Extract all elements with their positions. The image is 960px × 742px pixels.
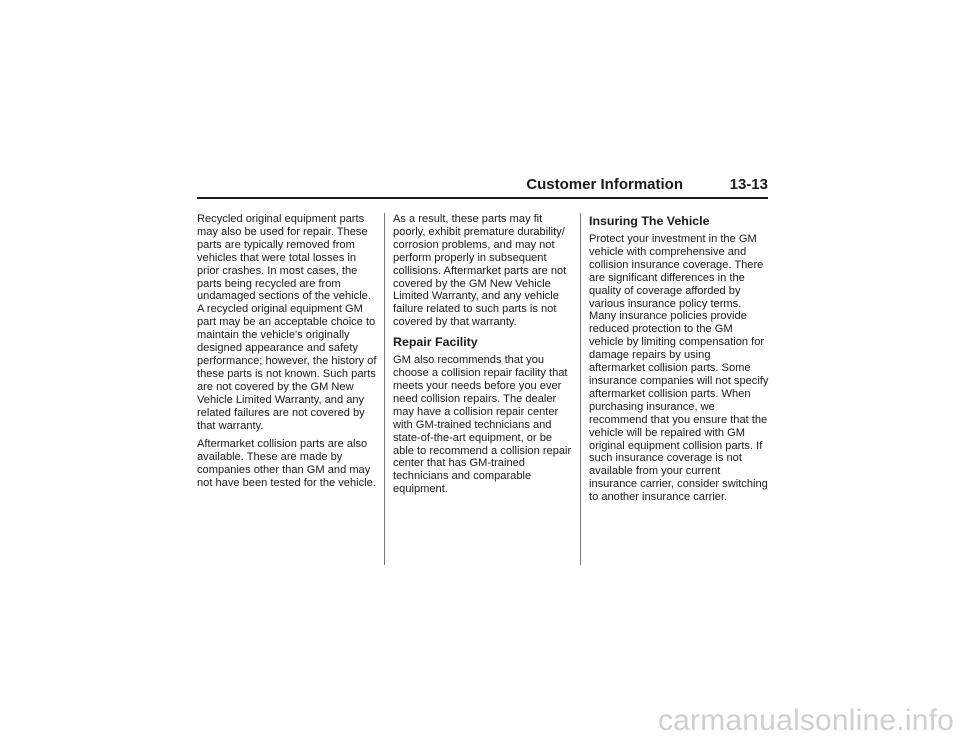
column-divider (580, 213, 581, 565)
page-number: 13-13 (729, 176, 768, 193)
watermark: carmanualsonline.info (657, 704, 954, 737)
column-1 (197, 213, 379, 496)
column-2 (393, 213, 573, 502)
paragraph-recycled-parts: Recycled original equipment parts may also be used for repair. These parts are typically removed from vehicles that were total losses in prior crashes. In most cases, the parts being recycled are from undamaged sections of the vehicle. A recycled original equipment GM part may be an acceptable choice to maintain the vehicle's originally designed appearance and safety performance; however, the history of these parts is not known. Such parts are not covered by the GM New Vehicle Limited Warranty, and any related failures are not covered by that warranty. (197, 213, 377, 432)
column-divider (384, 213, 385, 565)
header-rule (197, 197, 768, 199)
column-3 (589, 214, 769, 510)
paragraph-aftermarket-fit: As a result, these parts may fit poorly, exhibit premature durability/ corrosion problems, and may not perform properly in subsequent collisions. Aftermarket parts are not covered by the GM New Vehicle Limited Warranty, and any vehicle failure related to such parts is not covered by that warranty. (393, 213, 567, 329)
paragraph-insuring-vehicle: Protect your investment in the GM vehicle with comprehensive and collision insurance coverage. There are significant differences in the quality of coverage afforded by various insurance policy terms. Many insurance policies provide reduced protection to the GM vehicle by limiting compensation for damage repairs by using aftermarket collision parts. Some insurance companies will not specify aftermarket collision parts. When purchasing insurance, we recommend that you ensure that the vehicle will be repaired with GM original equipment collision parts. If such insurance coverage is not available from your current insurance carrier, consider switching to another insurance carrier. (589, 233, 769, 504)
page-header (197, 176, 768, 198)
paragraph-repair-facility: GM also recommends that you choose a collision repair facility that meets your needs before you ever need collision repairs. The dealer may have a collision repair center with GM-trained technicians and state-of-the-art equipment, or be able to recommend a collision repair center that has GM-trained technicians and comparable equipment. (393, 354, 572, 496)
paragraph-aftermarket-parts: Aftermarket collision parts are also available. These are made by companies other than GM and may not have been tested for the vehicle. (197, 438, 376, 490)
heading-insuring-vehicle: Insuring The Vehicle (589, 214, 710, 228)
heading-repair-facility: Repair Facility (393, 335, 478, 350)
section-title: Customer Information (526, 176, 683, 193)
